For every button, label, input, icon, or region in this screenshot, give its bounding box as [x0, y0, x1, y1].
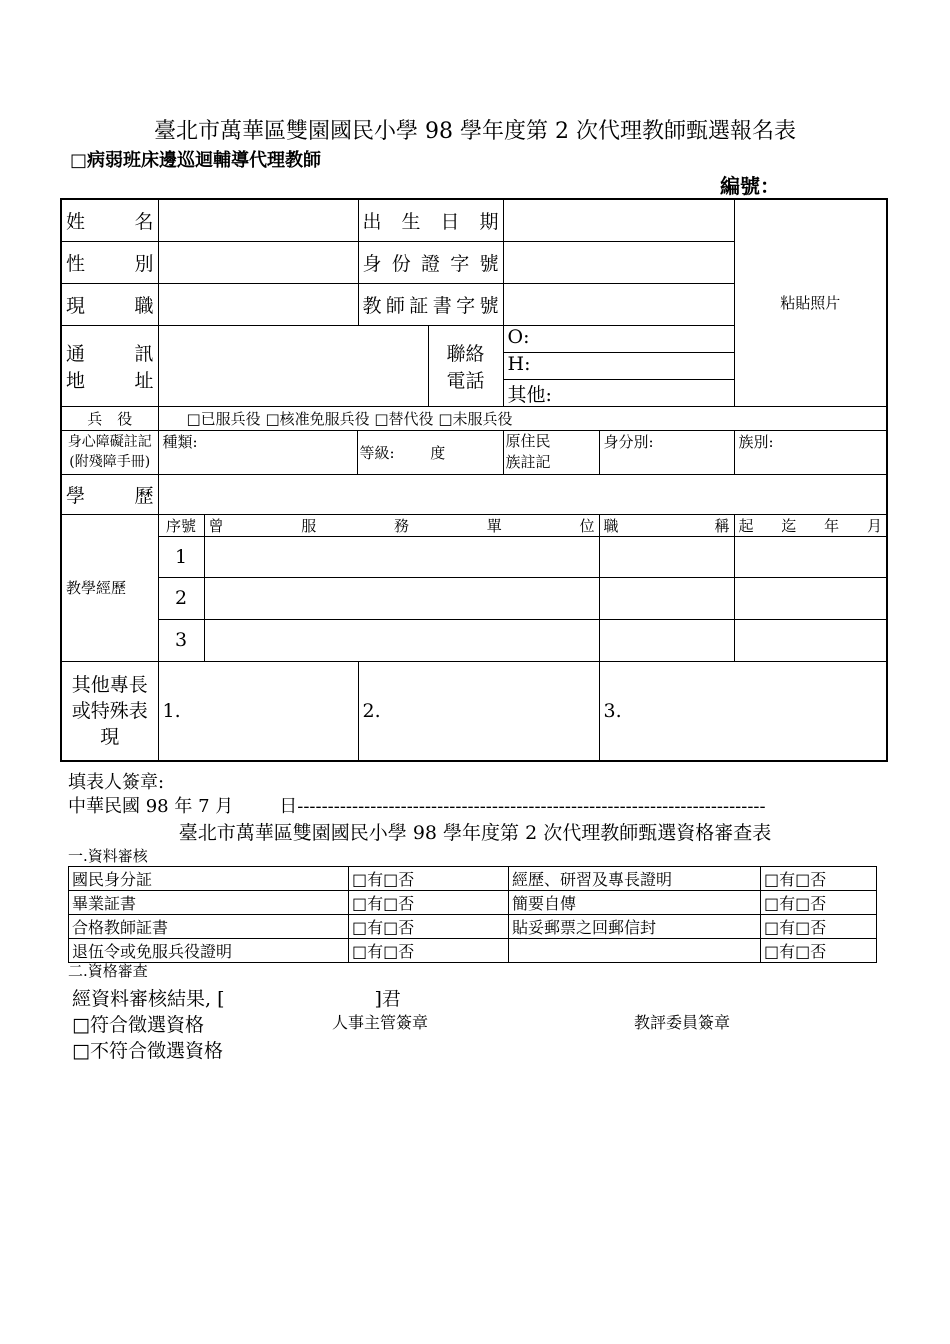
- tribe-field[interactable]: 族別:: [734, 430, 887, 474]
- exp-row-title[interactable]: [599, 577, 734, 619]
- military-options[interactable]: □已服兵役 □核准免服兵役 □替代役 □未服兵役: [158, 406, 887, 430]
- review-check[interactable]: □有□否: [761, 939, 877, 963]
- qualified-checkbox[interactable]: □符合徵選資格: [72, 1014, 204, 1036]
- review-check[interactable]: □有□否: [761, 915, 877, 939]
- hr-signature-label: 人事主管簽章: [332, 1013, 429, 1032]
- exp-row-unit[interactable]: [204, 536, 599, 577]
- review-item: [509, 939, 761, 963]
- exp-row-title[interactable]: [599, 619, 734, 661]
- exp-row-period[interactable]: [734, 536, 887, 577]
- exp-header-period: 起 迄 年 月: [734, 514, 887, 536]
- phone-other[interactable]: 其他:: [507, 383, 552, 406]
- other-skill-1[interactable]: 1.: [158, 661, 358, 761]
- photo-area[interactable]: 粘貼照片: [734, 199, 887, 406]
- serial-number-label: 編號：: [720, 174, 780, 198]
- label-cert: 教師証書字號: [358, 283, 503, 325]
- exp-row-index: 3: [158, 619, 204, 661]
- review-item: 貼妥郵票之回郵信封: [509, 915, 761, 939]
- review-result-line: [72, 984, 401, 1011]
- exp-header-index: 序號: [158, 514, 204, 536]
- signer-label: 填表人簽章:: [68, 772, 165, 793]
- not-qualified-checkbox[interactable]: □不符合徵選資格: [72, 1040, 223, 1062]
- address-field[interactable]: [158, 325, 428, 406]
- section-qualification: 二.資格審查: [68, 962, 148, 980]
- review-item: 簡要自傳: [509, 891, 761, 915]
- exp-header-unit: 曾 服 務 單 位: [204, 514, 599, 536]
- name-field[interactable]: [158, 199, 358, 241]
- result-open: [: [217, 988, 225, 1010]
- exp-header-title: 職 稱: [599, 514, 734, 536]
- review-check[interactable]: □有□否: [761, 867, 877, 891]
- gender-field[interactable]: [158, 241, 358, 283]
- review-row: [69, 939, 877, 963]
- date-line: [68, 792, 766, 818]
- label-disability-line1: 身心障礙註記: [67, 434, 152, 450]
- education-field[interactable]: [158, 474, 887, 514]
- result-close: ]君: [374, 988, 401, 1010]
- label-indigenous-line1: 原住民: [505, 432, 551, 450]
- label-phone-line1: 聯絡: [446, 342, 485, 365]
- review-item: 畢業証書: [69, 891, 349, 915]
- label-indigenous-line2: 族註記: [505, 453, 551, 471]
- label-birth: 出 生 日 期: [358, 199, 503, 241]
- position-checkbox-label[interactable]: □病弱班床邊巡迴輔導代理教師: [70, 150, 322, 171]
- review-check[interactable]: □有□否: [349, 915, 509, 939]
- label-disability-line2: (附殘障手冊): [69, 454, 151, 470]
- exp-row-unit[interactable]: [204, 619, 599, 661]
- label-address: [61, 325, 158, 406]
- label-indigenous: [503, 430, 599, 474]
- label-id: 身 份 證 字 號: [358, 241, 503, 283]
- birth-field[interactable]: [503, 199, 734, 241]
- cert-field[interactable]: [503, 283, 734, 325]
- application-form-table: [60, 198, 888, 762]
- label-other-line1: 其他專長: [71, 673, 148, 696]
- disability-level[interactable]: [357, 430, 503, 474]
- form-title: 臺北市萬華區雙園國民小學 98 學年度第 2 次代理教師甄選報名表: [154, 119, 796, 144]
- label-experience: 教學經歷: [61, 514, 158, 661]
- review-item: 國民身分証: [69, 867, 349, 891]
- other-skill-3[interactable]: 3.: [599, 661, 887, 761]
- exp-row-title[interactable]: [599, 536, 734, 577]
- exp-row-period[interactable]: [734, 577, 887, 619]
- review-row: [69, 891, 877, 915]
- review-check[interactable]: □有□否: [349, 891, 509, 915]
- label-phone-line2: 電話: [446, 369, 485, 392]
- level-label: 等級:: [359, 443, 395, 462]
- label-education: 學 歷: [61, 474, 158, 514]
- review-item: 退伍令或免服兵役證明: [69, 939, 349, 963]
- review-check[interactable]: □有□否: [761, 891, 877, 915]
- phone-fields: [503, 325, 734, 406]
- label-other-skills: [61, 661, 158, 761]
- review-row: [69, 915, 877, 939]
- label-address-line2: 地 址: [66, 369, 154, 392]
- review-check[interactable]: □有□否: [349, 867, 509, 891]
- result-prefix: 經資料審核結果,: [72, 988, 212, 1010]
- label-other-line2: 或特殊表: [71, 699, 148, 722]
- review-item: 合格教師証書: [69, 915, 349, 939]
- label-job: 現 職: [61, 283, 158, 325]
- review-table: [68, 866, 877, 963]
- other-skill-2[interactable]: 2.: [358, 661, 599, 761]
- date-prefix: 中華民國 98 年 7 月: [68, 796, 234, 817]
- indigenous-status[interactable]: 身分別:: [599, 430, 734, 474]
- committee-signature-label: 教評委員簽章: [634, 1013, 731, 1032]
- label-gender: 性 別: [61, 241, 158, 283]
- job-field[interactable]: [158, 283, 358, 325]
- phone-home[interactable]: H:: [504, 353, 734, 380]
- phone-office[interactable]: O:: [504, 326, 734, 353]
- date-suffix: 日-----------------------------------------------------------------------------: [279, 796, 766, 817]
- label-address-line1: 通 訊: [66, 342, 154, 365]
- exp-row-index: 1: [158, 536, 204, 577]
- review-row: [69, 867, 877, 891]
- label-other-line3: 現: [100, 725, 120, 748]
- exp-row-index: 2: [158, 577, 204, 619]
- review-item: 經歷、研習及專長證明: [509, 867, 761, 891]
- label-phone: [428, 325, 503, 406]
- section-data-review: 一.資料審核: [68, 847, 148, 865]
- level-unit: 度: [430, 443, 446, 462]
- label-name: 姓 名: [61, 199, 158, 241]
- exp-row-unit[interactable]: [204, 577, 599, 619]
- label-disability: [61, 430, 158, 474]
- review-check[interactable]: □有□否: [349, 939, 509, 963]
- id-field[interactable]: [503, 241, 734, 283]
- disability-type[interactable]: 種類:: [158, 430, 357, 474]
- review-title: 臺北市萬華區雙園國民小學 98 學年度第 2 次代理教師甄選資格審查表: [178, 822, 772, 844]
- label-military: 兵 役: [61, 406, 158, 430]
- exp-row-period[interactable]: [734, 619, 887, 661]
